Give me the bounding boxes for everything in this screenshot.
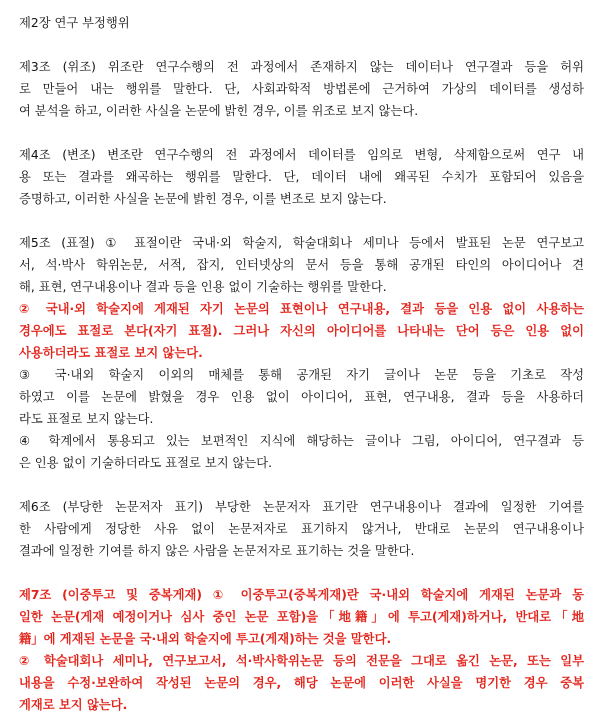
article-6-improper-authorship: [19, 496, 584, 562]
text-line: 라도 표절로 보지 않는다.: [19, 412, 154, 426]
article-3-fabrication: [19, 56, 584, 122]
spacer: [19, 210, 584, 232]
text-line: 증명하고, 이러한 사실을 논문에 밝힌 경우, 이를 변조로 보지 않는다.: [19, 192, 387, 206]
text-line: 여 분석을 하고, 이러한 사실을 논문에 밝힌 경우, 이를 위조로 보지 않는다.: [19, 104, 419, 118]
text-line: 은 인용 없이 기술하더라도 표절로 보지 않는다.: [19, 456, 273, 470]
text-line: ④ 학계에서 통용되고 있는 보편적인 지식에 해당하는 글이나 그림, 아이디어, 연구결과 등: [19, 434, 584, 448]
text-line: 제6조 (부당한 논문저자 표기) 부당한 논문저자 표기란 연구내용이나 결과에 일정한 기여를: [19, 500, 584, 514]
text-line: 제3조 (위조) 위조란 연구수행의 전 과정에서 존재하지 않는 데이터나 연구결과 등을 허위: [19, 60, 584, 74]
highlighted-text-line: 일한 논문(게재 예정이거나 심사 중인 논문 포함)을「地籍」에 투고(게재)하거나, 반대로「地: [19, 610, 584, 624]
text-line: 제4조 (변조) 변조란 연구수행의 전 과정에서 데이터를 임의로 변형, 삭제함으로써 연구 내: [19, 148, 584, 162]
text-line: 하였고 이를 논문에 밝혔을 경우 인용 없이 아이디어, 표현, 연구내용, 결과 등을 사용하더: [19, 390, 584, 404]
spacer: [19, 562, 584, 584]
highlighted-text-line: 제7조 (이중투고 및 중복게재) ① 이중투고(중복게재)란 국·내외 학술지에 게재된 논문과 동: [19, 588, 584, 602]
highlighted-text-line: 게재로 보지 않는다.: [19, 698, 128, 712]
chapter-title: 제2장 연구 부정행위: [19, 16, 130, 30]
text-line: 해, 표현, 연구내용이나 결과 등을 인용 없이 기술하는 행위를 말한다.: [19, 280, 387, 294]
highlighted-text-line: ② 국내·외 학술지에 게재된 자기 논문의 표현이나 연구내용, 결과 등을 인용 없이 사용하는: [19, 302, 584, 316]
text-line: ③ 국·내외 학술지 이외의 매체를 통해 공개된 자기 글이나 논문 등을 기초로 작성: [19, 368, 584, 382]
text-line: 용 또는 결과를 왜곡하는 행위를 말한다. 단, 데이터 내에 왜곡된 수치가 포함되어 있음을: [19, 170, 584, 184]
article-4-falsification: [19, 144, 584, 210]
highlighted-text-line: 籍」에 게재된 논문을 국·내외 학술지에 투고(게재)하는 것을 말한다.: [19, 632, 392, 646]
highlighted-text-line: 사용하더라도 표절로 보지 않는다.: [19, 346, 203, 360]
highlighted-text-line: 경우에도 표절로 본다(자기 표절). 그러나 자신의 아이디어를 나타내는 단어 등은 인용 없이: [19, 324, 584, 338]
spacer: [19, 474, 584, 496]
spacer: [19, 122, 584, 144]
text-line: 한 사람에게 정당한 사유 없이 논문저자로 표기하지 않거나, 반대로 논문의 연구내용이나: [19, 522, 584, 536]
text-line: 제5조 (표절) ① 표절이란 국내·외 학술지, 학술대회나 세미나 등에서 발표된 논문 연구보고: [19, 236, 584, 250]
text-line: 서, 석·박사 학위논문, 서적, 잡지, 인터넷상의 문서 등을 통해 공개된 타인의 아이디어나 견: [19, 258, 584, 272]
text-line: 로 만들어 내는 행위를 말한다. 단, 사회과학적 방법론에 근거하여 가상의 데이터를 생성하: [19, 82, 584, 96]
highlighted-text-line: ② 학술대회나 세미나, 연구보고서, 석·박사학위논문 등의 전문을 그대로 옮긴 논문, 또는 일부: [19, 654, 584, 668]
article-7-duplicate-publication: [19, 584, 584, 716]
text-line: 결과에 일정한 기여를 하지 않은 사람을 논문저자로 표기하는 것을 말한다.: [19, 544, 415, 558]
article-5-plagiarism: [19, 232, 584, 474]
highlighted-text-line: 내용을 수정·보완하여 작성된 논문의 경우, 해당 논문에 이러한 사실을 명기한 경우 중복: [19, 676, 584, 690]
spacer: [19, 34, 584, 56]
